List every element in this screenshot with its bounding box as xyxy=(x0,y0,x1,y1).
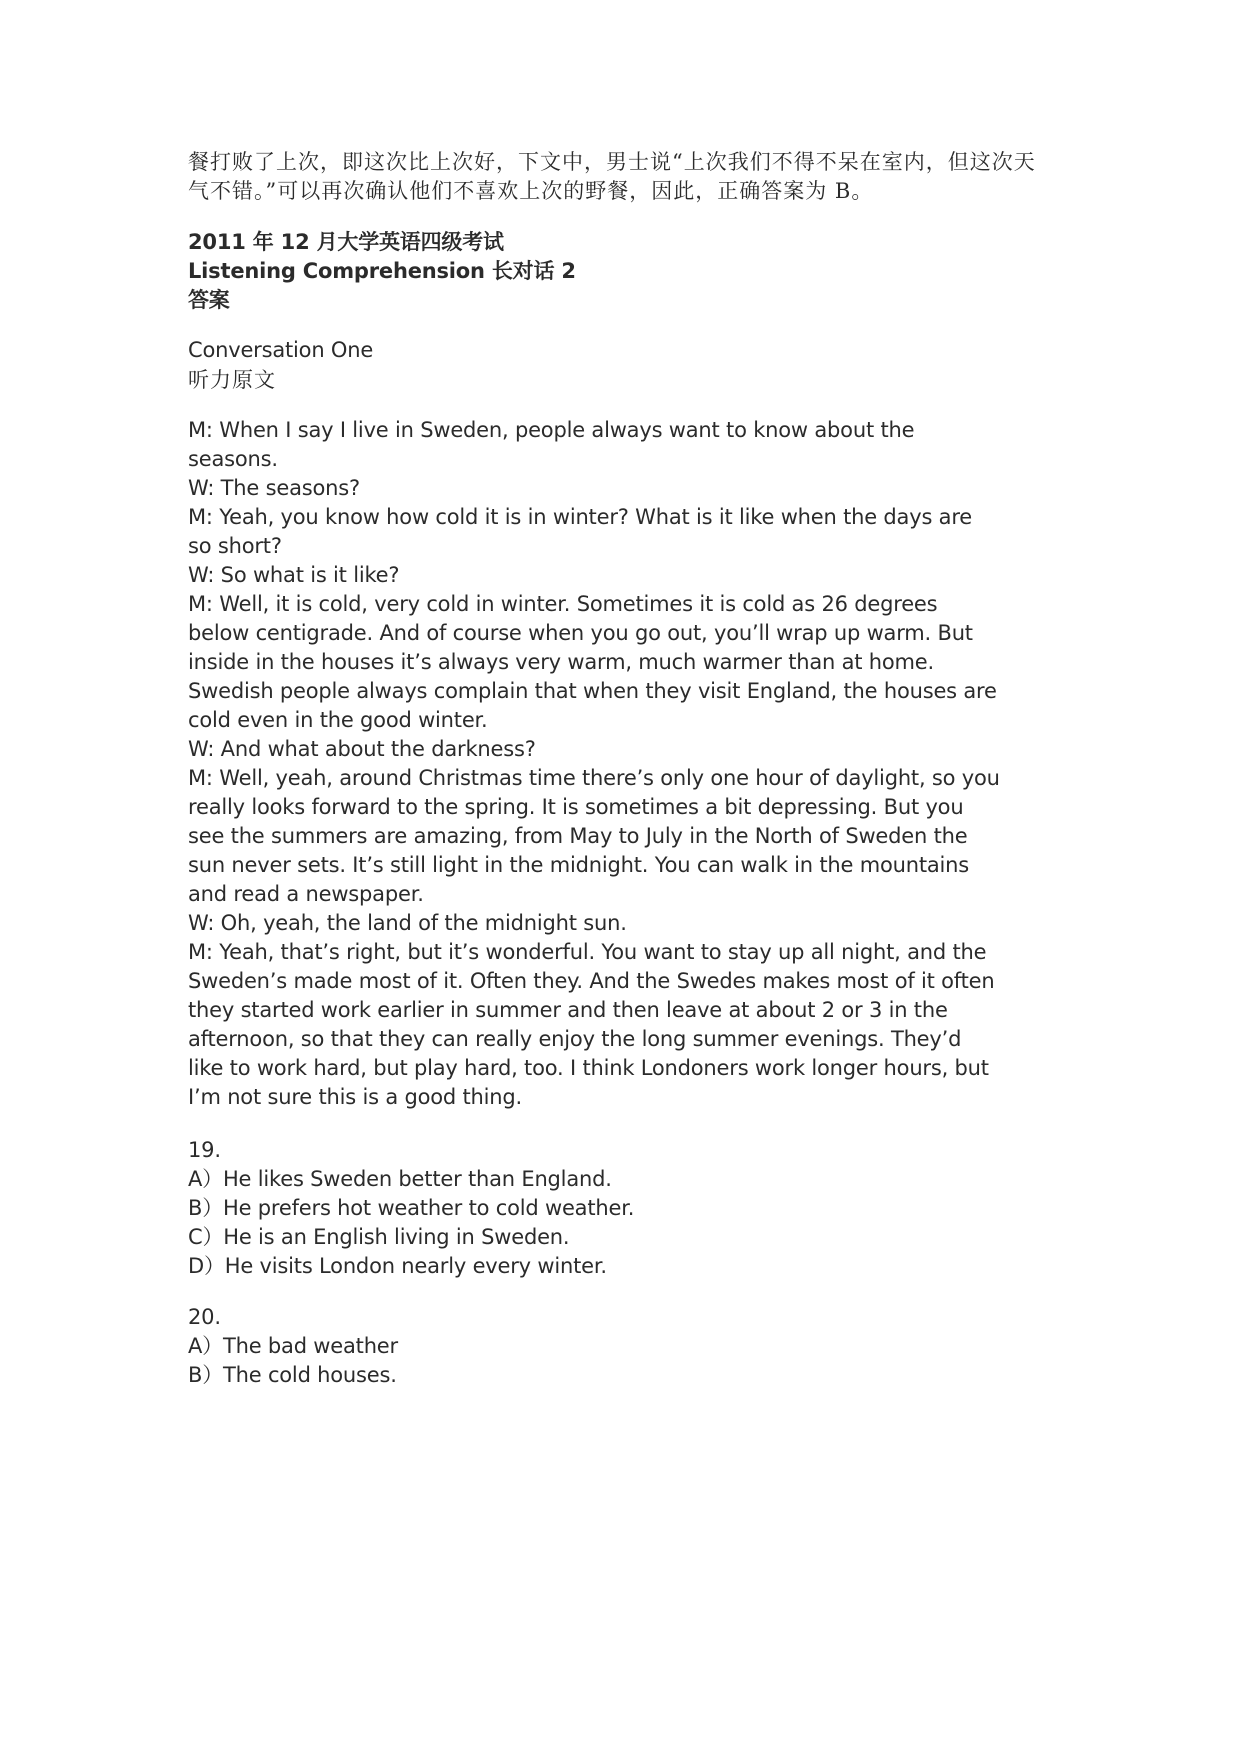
transcript-line: seasons. xyxy=(188,447,278,471)
transcript-line: inside in the houses it’s always very warm, much warmer than at home. xyxy=(188,650,934,674)
transcript-line: M: Yeah, that’s right, but it’s wonderful. You want to stay up all night, and the xyxy=(188,940,987,964)
transcript-line: below centigrade. And of course when you go out, you’ll wrap up warm. But xyxy=(188,621,973,645)
question-number: 19. xyxy=(188,1138,221,1162)
transcript-line: W: The seasons? xyxy=(188,476,360,500)
transcript-line: sun never sets. It’s still light in the midnight. You can walk in the mountains xyxy=(188,853,970,877)
transcript-line: M: When I say I live in Sweden, people always want to know about the xyxy=(188,418,915,442)
intro-line: 气不错。”可以再次确认他们不喜欢上次的野餐，因此，正确答案为 B。 xyxy=(188,179,874,203)
transcript-line: I’m not sure this is a good thing. xyxy=(188,1085,522,1109)
transcript-line: W: Oh, yeah, the land of the midnight sun. xyxy=(188,911,627,935)
transcript-line: Sweden’s made most of it. Often they. And the Swedes makes most of it often xyxy=(188,969,995,993)
exam-title: 2011 年 12 月大学英语四级考试 xyxy=(188,230,504,254)
intro-line: 餐打败了上次，即这次比上次好，下文中，男士说“上次我们不得不呆在室内，但这次天 xyxy=(188,150,1036,174)
transcript-line: M: Well, it is cold, very cold in winter. Sometimes it is cold as 26 degrees xyxy=(188,592,938,616)
transcript-line: Swedish people always complain that when they visit England, the houses are xyxy=(188,679,997,703)
transcript-line: really looks forward to the spring. It is sometimes a bit depressing. But you xyxy=(188,795,964,819)
transcript-line: afternoon, so that they can really enjoy the long summer evenings. They’d xyxy=(188,1027,962,1051)
transcript-line: cold even in the good winter. xyxy=(188,708,488,732)
transcript-line: W: So what is it like? xyxy=(188,563,400,587)
transcript-line: see the summers are amazing, from May to July in the North of Sweden the xyxy=(188,824,968,848)
section-title: Listening Comprehension 长对话 2 xyxy=(188,259,576,283)
answer-option: A）He likes Sweden better than England. xyxy=(188,1167,612,1191)
transcript-line: and read a newspaper. xyxy=(188,882,424,906)
conversation-title: Conversation One xyxy=(188,338,374,362)
question-number: 20. xyxy=(188,1305,221,1329)
answer-option: B）The cold houses. xyxy=(188,1363,397,1387)
answers-heading: 答案 xyxy=(188,288,230,312)
answer-option: D）He visits London nearly every winter. xyxy=(188,1254,607,1278)
transcript-line: like to work hard, but play hard, too. I think Londoners work longer hours, but xyxy=(188,1056,989,1080)
transcript-line: W: And what about the darkness? xyxy=(188,737,536,761)
transcript-line: M: Yeah, you know how cold it is in winter? What is it like when the days are xyxy=(188,505,973,529)
answer-option: C）He is an English living in Sweden. xyxy=(188,1225,570,1249)
transcript-label: 听力原文 xyxy=(188,368,276,392)
transcript-line: they started work earlier in summer and then leave at about 2 or 3 in the xyxy=(188,998,948,1022)
answer-option: B）He prefers hot weather to cold weather. xyxy=(188,1196,635,1220)
answer-option: A）The bad weather xyxy=(188,1334,398,1358)
transcript-line: M: Well, yeah, around Christmas time there’s only one hour of daylight, so you xyxy=(188,766,1000,790)
transcript-line: so short? xyxy=(188,534,282,558)
